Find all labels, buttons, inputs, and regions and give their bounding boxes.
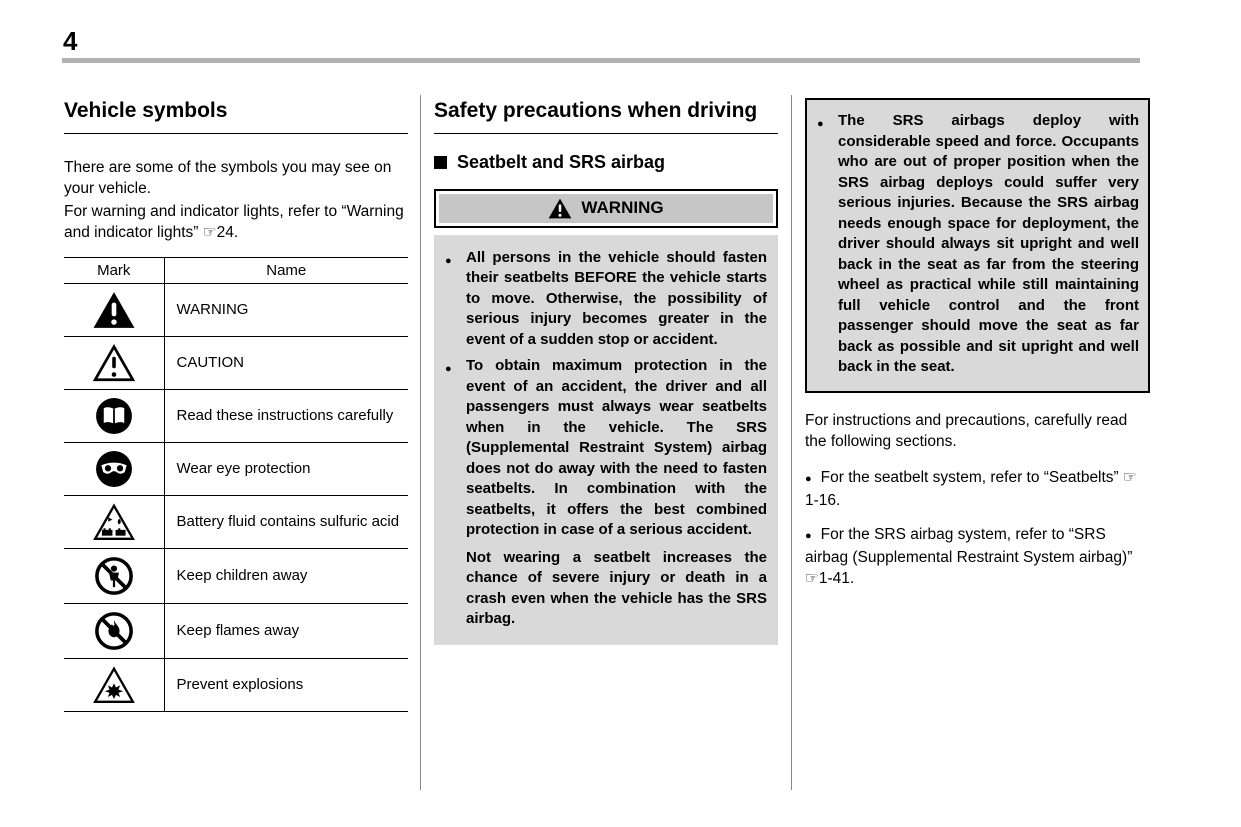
symbol-name: WARNING: [164, 283, 408, 336]
square-bullet-icon: [434, 156, 447, 169]
table-row: [64, 603, 408, 658]
warning-bullet-text: All persons in the vehicle should fasten their seatbelts BEFORE the vehicle starts to move. Otherwise, the possibility of serious injury becomes greater in the event of a sudden stop or accident.: [466, 248, 767, 348]
table-row: [64, 548, 408, 603]
wear-eye-protection-icon: [64, 442, 164, 495]
bullet-icon: ●: [445, 363, 452, 376]
symbol-name: Read these instructions carefully: [164, 389, 408, 442]
instructions-paragraph: For instructions and precautions, carefully read the following sections.: [805, 411, 1128, 450]
warning-continuation-text: Not wearing a seatbelt increases the chance of severe injury or death in a crash even when the vehicle has the SRS airbag.: [466, 548, 767, 628]
warning-bullet-item: [445, 356, 767, 541]
symbol-name: CAUTION: [164, 336, 408, 389]
warning-content-box: [434, 235, 778, 645]
bullet-icon: ●: [805, 530, 812, 542]
top-rule: [62, 58, 1140, 63]
reference-bullet-item: [805, 467, 1150, 511]
bullet-icon: ●: [445, 254, 452, 267]
page-number: 4: [63, 26, 78, 56]
warning-triangle-icon: [548, 198, 572, 219]
caution-triangle-icon: [64, 336, 164, 389]
battery-acid-triangle-icon: [64, 495, 164, 548]
symbols-table: [64, 257, 408, 712]
table-row: [64, 495, 408, 548]
warning-header-box: [434, 189, 778, 228]
table-row: [64, 336, 408, 389]
middle-column: [434, 98, 778, 645]
table-row: [64, 283, 408, 336]
table-header-row: [64, 257, 408, 283]
keep-children-away-icon: [64, 548, 164, 603]
section-title-vehicle-symbols: Vehicle symbols: [64, 98, 408, 134]
table-row: [64, 658, 408, 711]
table-row: [64, 389, 408, 442]
prevent-explosions-icon: [64, 658, 164, 711]
warning-header: [439, 194, 773, 223]
column-header-mark: Mark: [64, 257, 164, 283]
read-instructions-book-icon: [64, 389, 164, 442]
column-header-name: Name: [164, 257, 408, 283]
intro-paragraph: There are some of the symbols you may see on your vehicle.: [64, 158, 392, 197]
keep-flames-away-icon: [64, 603, 164, 658]
srs-warning-box: [805, 98, 1150, 393]
bullet-icon: ●: [805, 473, 812, 485]
warning-bullet-text: The SRS airbags deploy with considerable speed and force. Occupants who are out of proper position when the SRS airbag deploys could suffer very serious injuries. Because the SRS airbag needs enough space for deployment, the driver should always sit upright and well back in the seat as far from the steering wheel as practical while still maintaining full vehicle control and the front passenger should move the seat as far back as possible and sit upright and well back in the seat.: [838, 112, 1139, 375]
reference-bullet-text: For the seatbelt system, refer to “Seatbelts” ☞1-16.: [805, 469, 1137, 509]
symbol-name: Battery fluid contains sulfuric acid: [164, 495, 408, 548]
subsection-heading: [434, 152, 778, 173]
reference-paragraph: For warning and indicator lights, refer to “Warning and indicator lights” ☞24.: [64, 202, 404, 241]
table-row: [64, 442, 408, 495]
warning-bullet-text: To obtain maximum protection in the event of an accident, the driver and all passengers must always wear seatbelts when in the vehicle. The SRS (Supplemental Restraint System) airbag does not do away with the need to fasten seatbelts. In combination with the seatbelts, it offers the best combined protection in case of a serious accident.: [466, 357, 767, 539]
column-divider: [791, 95, 792, 790]
bullet-icon: ●: [817, 118, 824, 130]
symbol-name: Wear eye protection: [164, 442, 408, 495]
symbol-name: Keep children away: [164, 548, 408, 603]
reference-bullet-text: For the SRS airbag system, refer to “SRS airbag (Supplemental Restraint System airbag)” ☞1-41.: [805, 526, 1133, 587]
warning-bullet-item: [445, 248, 767, 351]
symbol-name: Prevent explosions: [164, 658, 408, 711]
right-column: [805, 98, 1150, 589]
warning-label: WARNING: [581, 198, 664, 218]
reference-bullet-item: [805, 524, 1150, 589]
section-title-safety-precautions: Safety precautions when driving: [434, 98, 778, 134]
warning-filled-triangle-icon: [64, 283, 164, 336]
column-divider: [420, 95, 421, 790]
warning-bullet-item: [817, 111, 1139, 378]
symbol-name: Keep flames away: [164, 603, 408, 658]
subsection-title: Seatbelt and SRS airbag: [457, 151, 666, 172]
left-column: [64, 98, 408, 712]
